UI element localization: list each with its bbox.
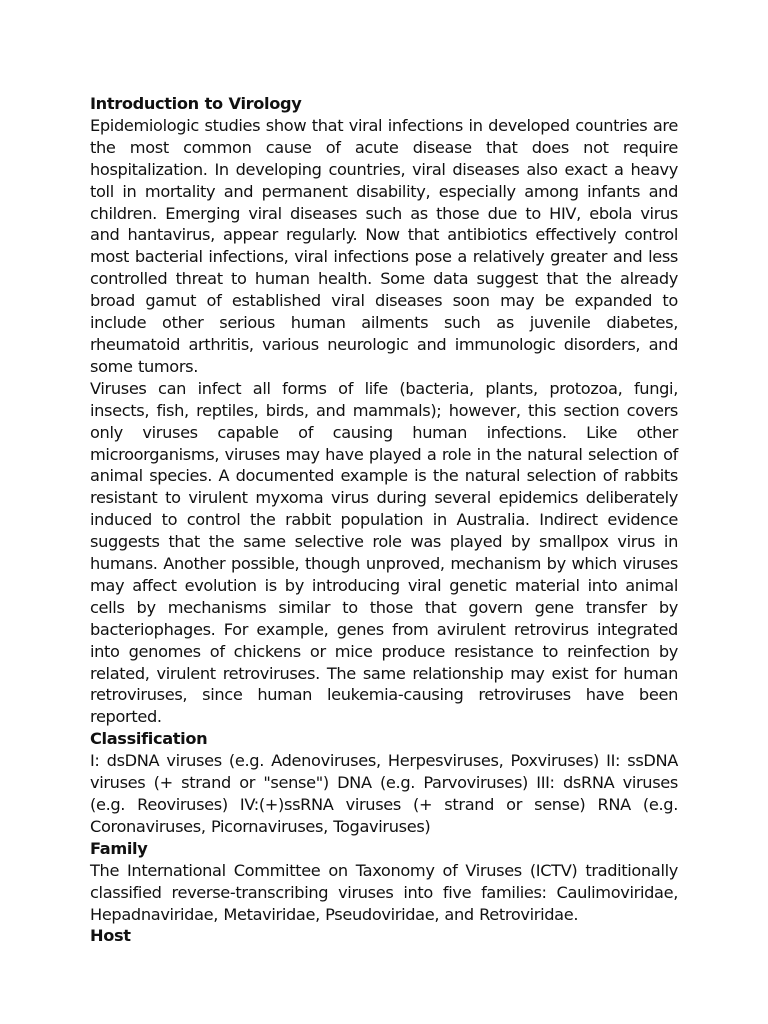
intro-paragraph: Epidemiologic studies show that viral infections in developed countries are the most common cause of acute disease that does not require hospitalization. In developing countries, viral diseases also exact a heavy toll in mortality and permanent disability, especially among infants and children. Emerging viral diseases such as those due to HIV, ebola virus and hantavirus, appear regularly. Now that antibiotics effectively control most bacterial infections, viral infections pose a relatively greater and less controlled threat to human health. Some data suggest that the already broad gamut of established viral diseases soon may be expanded to include other serious human ailments such as juvenile diabetes, rheumatoid arthritis, various neurologic and immunologic disorders, and some tumors.	[90, 115, 678, 376]
host-heading: Host	[90, 926, 131, 946]
document-title: Introduction to Virology	[90, 94, 302, 113]
classification-text: I: dsDNA viruses (e.g. Adenoviruses, Herpesviruses, Poxviruses) II: ssDNA viruses (+ strand or "sense") DNA (e.g. Parvoviruses) III: dsRNA viruses (e.g. Reoviruses) IV:(+)ssRNA viruses (+ strand or sense) RNA (e.g. Coronaviruses, Picornaviruses, Togaviruses)	[90, 751, 678, 836]
viruses-paragraph: Viruses can infect all forms of life (bacteria, plants, protozoa, fungi, insects, fish, reptiles, birds, and mammals); however, this section covers only viruses capable of causing human infections. Like other microorganisms, viruses may have played a role in the natural selection of animal species. A documented example is the natural selection of rabbits resistant to virulent myxoma virus during several epidemics deliberately induced to control the rabbit population in Australia. Indirect evidence suggests that the same selective role was played by smallpox virus in humans. Another possible, though unproved, mechanism by which viruses may affect evolution is by introducing viral genetic material into animal cells by mechanisms similar to those that govern gene transfer by bacteriophages. For example, genes from avirulent retrovirus integrated into genomes of chickens or mice produce resistance to reinfection by related, virulent retroviruses. The same relationship may exist for human retroviruses, since human leukemia-causing retroviruses have been reported.	[90, 378, 678, 727]
family-heading: Family	[90, 838, 148, 858]
document-page	[90, 93, 678, 947]
family-text: The International Committee on Taxonomy of Viruses (ICTV) traditionally classified reverse-transcribing viruses into five families: Caulimoviridae, Hepadnaviridae, Metaviridae, Pseudoviridae, and Retroviridae.	[90, 860, 678, 924]
classification-heading: Classification	[90, 729, 208, 749]
